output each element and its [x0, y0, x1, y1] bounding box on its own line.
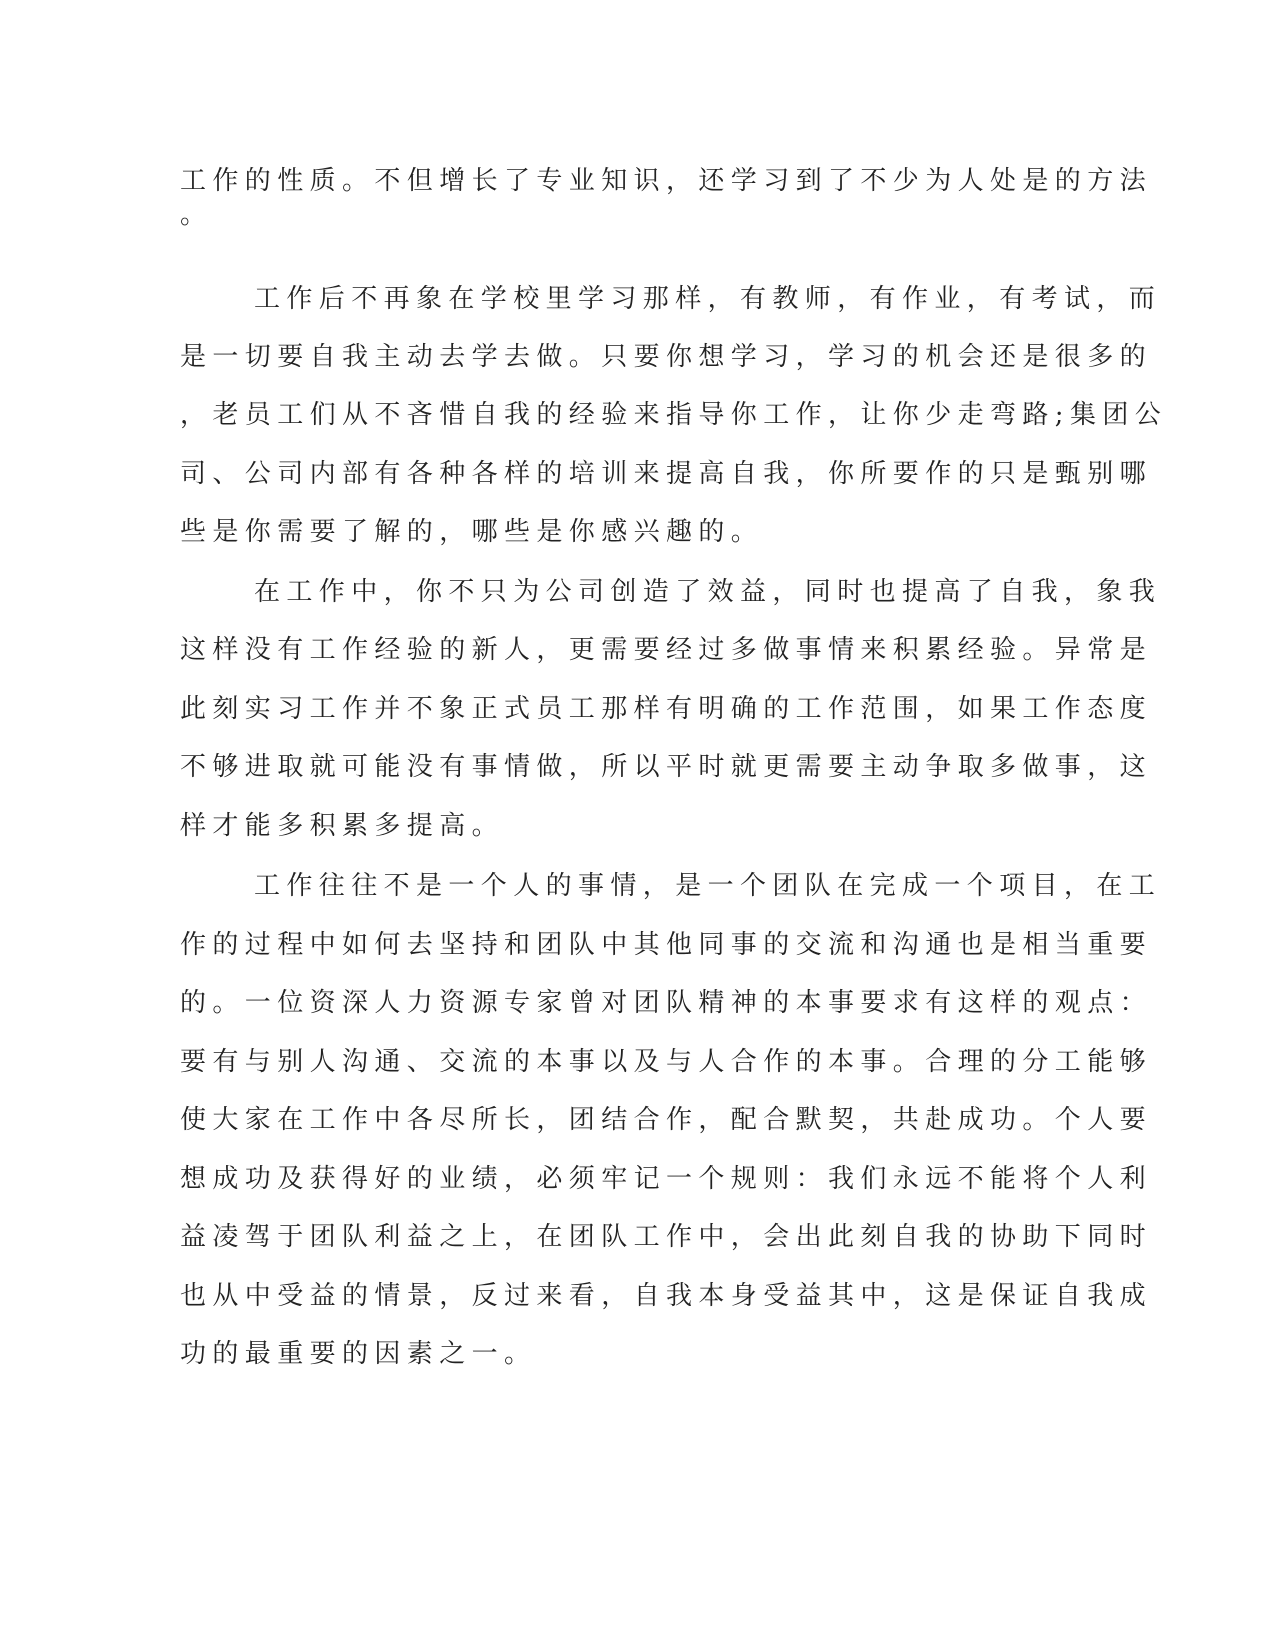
text-line: 益凌驾于团队利益之上，在团队工作中，会出此刻自我的协助下同时 — [180, 1222, 1153, 1252]
paragraph-first-line: 工作往往不是一个人的事情，是一个团队在完成一个项目，在工 — [254, 871, 1162, 901]
text-line: 这样没有工作经验的新人，更需要经过多做事情来积累经验。异常是 — [180, 635, 1153, 665]
text-line: 些是你需要了解的，哪些是你感兴趣的。 — [180, 517, 764, 547]
text-line: 是一切要自我主动去学去做。只要你想学习，学习的机会还是很多的 — [180, 342, 1153, 372]
text-line: 使大家在工作中各尽所长，团结合作，配合默契，共赴成功。个人要 — [180, 1105, 1153, 1135]
text-line: 司、公司内部有各种各样的培训来提高自我，你所要作的只是甄别哪 — [180, 459, 1153, 489]
paragraph-first-line: 工作后不再象在学校里学习那样，有教师，有作业，有考试，而 — [254, 284, 1162, 314]
text-line: 样才能多积累多提高。 — [180, 811, 505, 841]
text-line: 作的过程中如何去坚持和团队中其他同事的交流和沟通也是相当重要 — [180, 930, 1153, 960]
text-line: 要有与别人沟通、交流的本事以及与人合作的本事。合理的分工能够 — [180, 1047, 1153, 1077]
text-line: 不够进取就可能没有事情做，所以平时就更需要主动争取多做事，这 — [180, 752, 1153, 782]
text-line: 功的最重要的因素之一。 — [180, 1339, 537, 1369]
text-line: 此刻实习工作并不象正式员工那样有明确的工作范围，如果工作态度 — [180, 694, 1153, 724]
text-line: 也从中受益的情景，反过来看，自我本身受益其中，这是保证自我成 — [180, 1281, 1153, 1311]
text-line: 。 — [180, 200, 207, 230]
text-line: 想成功及获得好的业绩，必须牢记一个规则：我们永远不能将个人利 — [180, 1164, 1153, 1194]
paragraph-first-line: 在工作中，你不只为公司创造了效益，同时也提高了自我，象我 — [254, 577, 1162, 607]
text-line: ，老员工们从不吝惜自我的经验来指导你工作，让你少走弯路;集团公 — [180, 400, 1168, 430]
text-line: 的。一位资深人力资源专家曾对团队精神的本事要求有这样的观点： — [180, 988, 1153, 1018]
text-line: 工作的性质。不但增长了专业知识，还学习到了不少为人处是的方法 — [180, 166, 1153, 196]
